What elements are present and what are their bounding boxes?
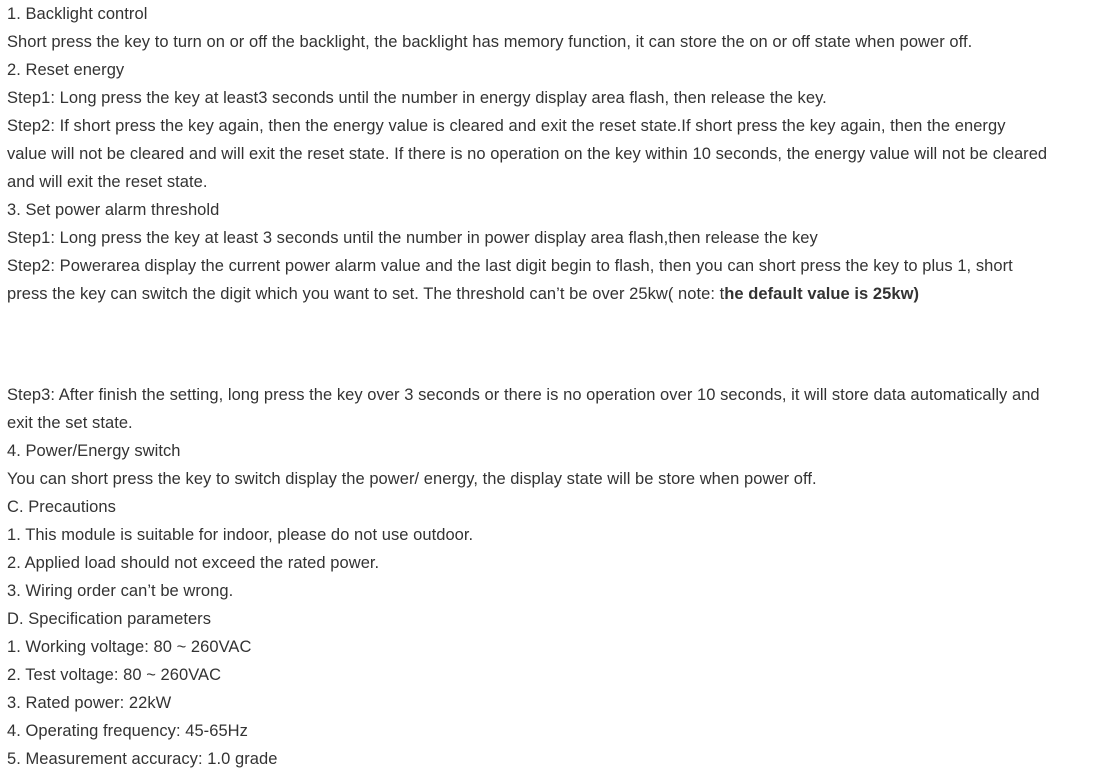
threshold-note-plain: press the key can switch the digit which you want to set. The threshold can’t be over 25kw( note: t (7, 285, 725, 303)
text-alarm-step2-line2 (7, 280, 1105, 308)
text-reset-step2-line2: value will not be cleared and will exit the reset state. If there is no operation on the key within 10 seconds, the energy value will not be cleared (7, 145, 1048, 163)
text-reset-step2-line3: and will exit the reset state. (7, 173, 208, 191)
text-alarm-step3-line2: exit the set state. (7, 414, 133, 432)
heading-power-alarm-threshold: 3. Set power alarm threshold (7, 201, 220, 219)
threshold-note-bold: he default value is 25kw) (724, 285, 920, 303)
heading-specification-parameters: D. Specification parameters (7, 610, 212, 628)
list-item-spec-working-voltage: 1. Working voltage: 80 ~ 260VAC (7, 638, 252, 656)
list-item-precaution-3: 3. Wiring order can’t be wrong. (7, 582, 234, 600)
blank-spacer (7, 308, 1105, 381)
text-alarm-step2-line1: Step2: Powerarea display the current power alarm value and the last digit begin to flash, then you can short press the key to plus 1, short (7, 257, 1013, 275)
heading-precautions: C. Precautions (7, 498, 116, 516)
list-item-spec-test-voltage: 2. Test voltage: 80 ~ 260VAC (7, 666, 222, 684)
text-reset-step1: Step1: Long press the key at least3 seconds until the number in energy display area flash, then release the key. (7, 89, 827, 107)
heading-reset-energy: 2. Reset energy (7, 61, 125, 79)
list-item-spec-rated-power: 3. Rated power: 22kW (7, 694, 172, 712)
list-item-precaution-2: 2. Applied load should not exceed the rated power. (7, 554, 380, 572)
text-alarm-step3-line1: Step3: After finish the setting, long press the key over 3 seconds or there is no operation over 10 seconds, it will store data automatically and (7, 386, 1040, 404)
list-item-precaution-1: 1. This module is suitable for indoor, please do not use outdoor. (7, 526, 474, 544)
text-switch-description: You can short press the key to switch display the power/ energy, the display state will be store when power off. (7, 470, 817, 488)
heading-power-energy-switch: 4. Power/Energy switch (7, 442, 181, 460)
heading-backlight-control: 1. Backlight control (7, 5, 148, 23)
text-reset-step2-line1: Step2: If short press the key again, then the energy value is cleared and exit the reset state.If short press the key again, then the energy (7, 117, 1006, 135)
text-backlight-description: Short press the key to turn on or off the backlight, the backlight has memory function, it can store the on or off state when power off. (7, 33, 973, 51)
list-item-spec-measurement-accuracy: 5. Measurement accuracy: 1.0 grade (7, 750, 278, 768)
list-item-spec-operating-frequency: 4. Operating frequency: 45-65Hz (7, 722, 248, 740)
text-alarm-step1: Step1: Long press the key at least 3 seconds until the number in power display area flash,then release the key (7, 229, 818, 247)
